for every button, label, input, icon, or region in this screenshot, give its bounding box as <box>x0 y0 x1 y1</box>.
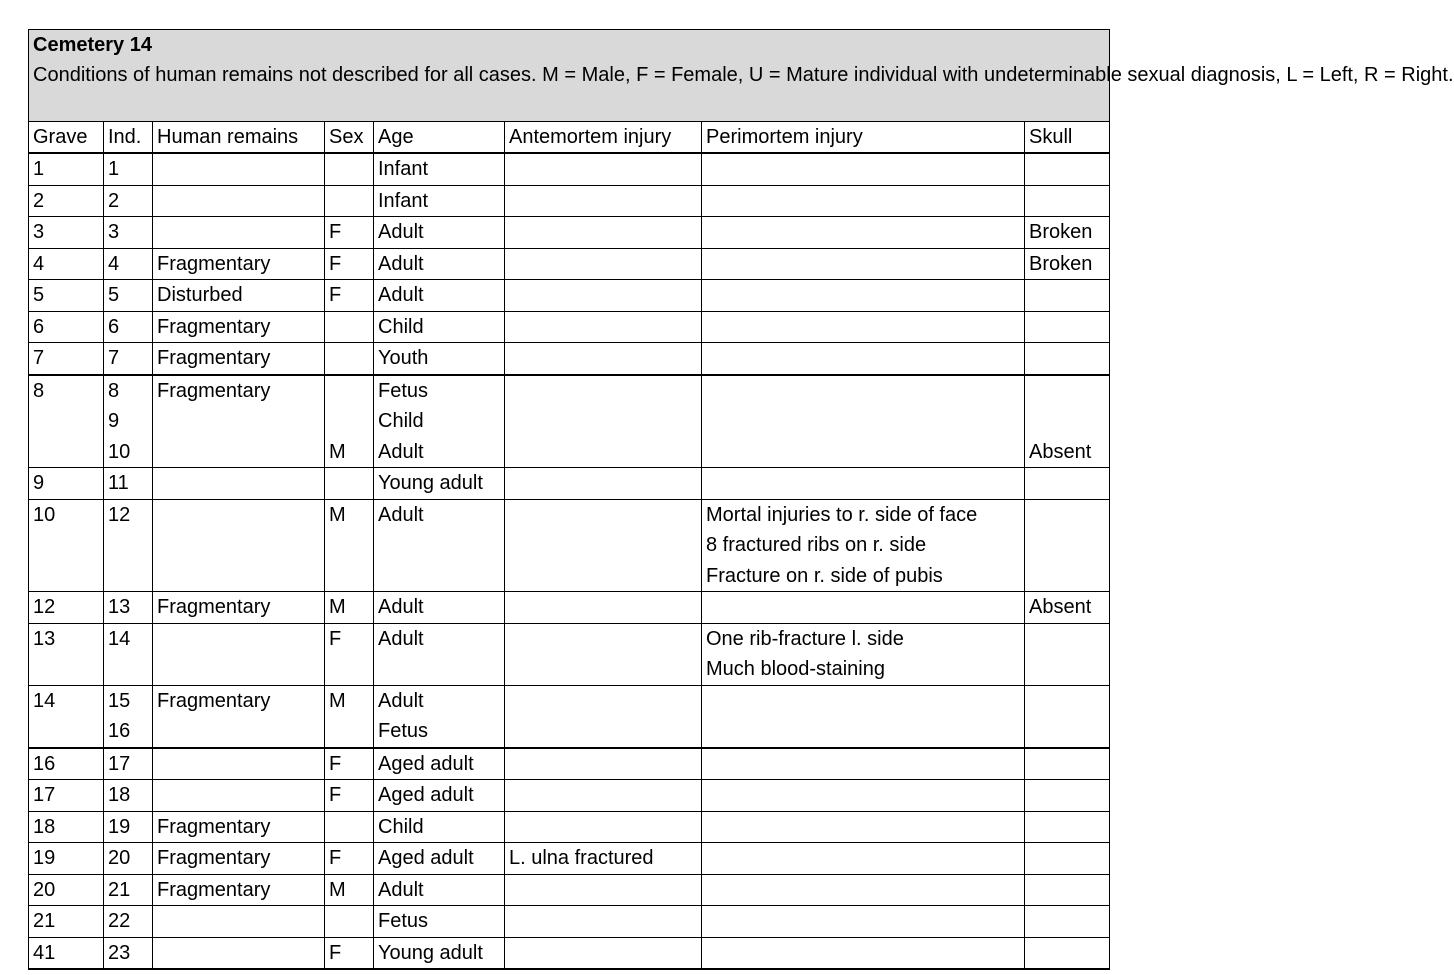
cell-antemortem-injury <box>505 499 702 530</box>
cell-skull <box>1025 874 1110 906</box>
cell-perimortem-injury <box>702 217 1025 249</box>
cell-age: Fetus <box>374 716 505 748</box>
cell-perimortem-injury <box>702 185 1025 217</box>
header-individual: Ind. <box>104 122 153 154</box>
header-grave: Grave <box>29 122 104 154</box>
table-row <box>29 811 1110 843</box>
table-row <box>29 530 1110 561</box>
cell-human-remains <box>153 906 325 938</box>
cell-sex: F <box>325 623 374 654</box>
cell-antemortem-injury <box>505 375 702 407</box>
cell-human-remains <box>153 654 325 685</box>
cell-skull <box>1025 748 1110 780</box>
cell-skull <box>1025 780 1110 812</box>
table-row <box>29 592 1110 624</box>
cell-age: Aged adult <box>374 780 505 812</box>
cell-skull: Absent <box>1025 437 1110 468</box>
table-row <box>29 280 1110 312</box>
table-row <box>29 499 1110 530</box>
cell-perimortem-injury <box>702 406 1025 437</box>
cell-grave: 7 <box>29 343 104 375</box>
cell-age <box>374 561 505 592</box>
cell-antemortem-injury <box>505 530 702 561</box>
cell-human-remains <box>153 406 325 437</box>
cell-individual <box>104 530 153 561</box>
cell-sex: M <box>325 592 374 624</box>
cell-grave <box>29 561 104 592</box>
cell-individual: 2 <box>104 185 153 217</box>
cell-human-remains: Fragmentary <box>153 843 325 875</box>
cell-human-remains <box>153 561 325 592</box>
cell-individual: 15 <box>104 685 153 716</box>
cell-individual: 18 <box>104 780 153 812</box>
cell-individual: 11 <box>104 468 153 500</box>
cell-individual: 6 <box>104 311 153 343</box>
table-description-row <box>29 60 1110 122</box>
cell-skull <box>1025 811 1110 843</box>
cell-antemortem-injury <box>505 217 702 249</box>
cell-age: Aged adult <box>374 748 505 780</box>
cell-grave <box>29 654 104 685</box>
cell-human-remains <box>153 780 325 812</box>
cemetery-table <box>28 29 1454 970</box>
table-description: Conditions of human remains not described for all cases. M = Male, F = Female, U = Mature individual with undeterminable sexual diagnosis, L = Left, R = Right. <box>29 60 1110 122</box>
cell-age: Young adult <box>374 937 505 969</box>
cell-perimortem-injury <box>702 906 1025 938</box>
cell-grave: 9 <box>29 468 104 500</box>
cell-grave: 12 <box>29 592 104 624</box>
cell-individual: 17 <box>104 748 153 780</box>
cell-perimortem-injury <box>702 780 1025 812</box>
table-row <box>29 654 1110 685</box>
cell-skull <box>1025 375 1110 407</box>
cell-human-remains: Fragmentary <box>153 592 325 624</box>
cell-human-remains: Fragmentary <box>153 811 325 843</box>
cell-perimortem-injury <box>702 937 1025 969</box>
cell-sex: F <box>325 937 374 969</box>
cell-perimortem-injury <box>702 280 1025 312</box>
table-row <box>29 937 1110 969</box>
cell-grave: 1 <box>29 153 104 185</box>
cell-antemortem-injury <box>505 437 702 468</box>
cell-individual: 1 <box>104 153 153 185</box>
grave-group <box>29 592 1110 624</box>
table-row <box>29 375 1110 407</box>
cell-individual: 16 <box>104 716 153 748</box>
grave-group <box>29 311 1110 343</box>
cell-antemortem-injury <box>505 185 702 217</box>
grave-group <box>29 748 1110 780</box>
cell-skull <box>1025 499 1110 530</box>
cell-antemortem-injury <box>505 748 702 780</box>
cell-grave <box>29 716 104 748</box>
cell-grave: 41 <box>29 937 104 969</box>
cell-skull <box>1025 311 1110 343</box>
cell-sex <box>325 185 374 217</box>
cell-human-remains <box>153 153 325 185</box>
cell-individual: 10 <box>104 437 153 468</box>
cell-human-remains <box>153 937 325 969</box>
cell-grave: 18 <box>29 811 104 843</box>
cell-individual: 4 <box>104 248 153 280</box>
cell-age: Child <box>374 811 505 843</box>
table-row <box>29 468 1110 500</box>
grave-group <box>29 185 1110 217</box>
cell-individual: 5 <box>104 280 153 312</box>
cell-sex <box>325 343 374 375</box>
cell-antemortem-injury <box>505 654 702 685</box>
cell-sex <box>325 561 374 592</box>
cell-grave: 2 <box>29 185 104 217</box>
cell-sex <box>325 654 374 685</box>
cell-human-remains: Fragmentary <box>153 685 325 716</box>
cell-grave: 17 <box>29 780 104 812</box>
cell-antemortem-injury <box>505 874 702 906</box>
table-title-row <box>29 30 1110 61</box>
cell-perimortem-injury <box>702 716 1025 748</box>
cell-age: Adult <box>374 874 505 906</box>
cell-age: Adult <box>374 248 505 280</box>
cell-individual: 19 <box>104 811 153 843</box>
cell-age: Infant <box>374 185 505 217</box>
cell-skull <box>1025 937 1110 969</box>
grave-group <box>29 623 1110 685</box>
table-row <box>29 685 1110 716</box>
grave-group <box>29 343 1110 375</box>
cell-sex <box>325 375 374 407</box>
cell-human-remains <box>153 185 325 217</box>
grave-group <box>29 499 1110 592</box>
table-row <box>29 780 1110 812</box>
cell-age: Fetus <box>374 906 505 938</box>
table-row <box>29 248 1110 280</box>
cell-human-remains <box>153 468 325 500</box>
cell-individual: 8 <box>104 375 153 407</box>
cell-sex <box>325 716 374 748</box>
cell-antemortem-injury <box>505 406 702 437</box>
cell-skull <box>1025 530 1110 561</box>
cell-grave: 5 <box>29 280 104 312</box>
cell-human-remains <box>153 437 325 468</box>
cell-individual: 12 <box>104 499 153 530</box>
cell-age <box>374 530 505 561</box>
grave-group <box>29 937 1110 969</box>
cell-perimortem-injury: One rib-fracture l. side <box>702 623 1025 654</box>
cell-sex <box>325 406 374 437</box>
cell-individual: 7 <box>104 343 153 375</box>
cell-grave: 8 <box>29 375 104 407</box>
cell-sex: F <box>325 217 374 249</box>
cell-perimortem-injury <box>702 874 1025 906</box>
cell-sex <box>325 468 374 500</box>
cell-antemortem-injury <box>505 561 702 592</box>
cell-antemortem-injury <box>505 592 702 624</box>
cell-antemortem-injury <box>505 780 702 812</box>
cell-age: Adult <box>374 592 505 624</box>
table-row <box>29 623 1110 654</box>
header-skull: Skull <box>1025 122 1110 154</box>
cell-human-remains <box>153 716 325 748</box>
table-row <box>29 343 1110 375</box>
cell-age: Child <box>374 311 505 343</box>
cell-skull <box>1025 343 1110 375</box>
cell-individual: 21 <box>104 874 153 906</box>
cell-grave: 21 <box>29 906 104 938</box>
cell-perimortem-injury <box>702 685 1025 716</box>
cell-antemortem-injury <box>505 716 702 748</box>
cell-antemortem-injury <box>505 468 702 500</box>
cell-sex <box>325 153 374 185</box>
cell-skull: Broken <box>1025 217 1110 249</box>
table-row <box>29 906 1110 938</box>
cell-sex: M <box>325 437 374 468</box>
cell-skull <box>1025 185 1110 217</box>
cell-skull <box>1025 623 1110 654</box>
cell-antemortem-injury <box>505 248 702 280</box>
cell-antemortem-injury <box>505 343 702 375</box>
cell-age: Adult <box>374 437 505 468</box>
cell-sex <box>325 811 374 843</box>
cell-grave <box>29 406 104 437</box>
cell-sex: M <box>325 499 374 530</box>
cell-individual: 20 <box>104 843 153 875</box>
grave-group <box>29 685 1110 748</box>
cell-individual <box>104 561 153 592</box>
cell-grave: 13 <box>29 623 104 654</box>
cell-individual: 3 <box>104 217 153 249</box>
cell-individual: 23 <box>104 937 153 969</box>
grave-group <box>29 153 1110 185</box>
grave-group <box>29 843 1110 875</box>
grave-group <box>29 375 1110 468</box>
cell-perimortem-injury <box>702 748 1025 780</box>
cell-human-remains <box>153 217 325 249</box>
cell-age: Aged adult <box>374 843 505 875</box>
cell-skull: Absent <box>1025 592 1110 624</box>
cell-perimortem-injury <box>702 843 1025 875</box>
table-title: Cemetery 14 <box>29 30 1110 61</box>
table-row <box>29 153 1110 185</box>
column-header-row <box>29 122 1110 154</box>
cell-age <box>374 654 505 685</box>
grave-group <box>29 217 1110 249</box>
cell-perimortem-injury: Fracture on r. side of pubis <box>702 561 1025 592</box>
grave-group <box>29 248 1110 280</box>
cell-sex: F <box>325 780 374 812</box>
cell-age: Youth <box>374 343 505 375</box>
grave-group <box>29 906 1110 938</box>
cell-age: Fetus <box>374 375 505 407</box>
cell-sex: M <box>325 874 374 906</box>
cell-antemortem-injury <box>505 937 702 969</box>
cell-sex: M <box>325 685 374 716</box>
cell-perimortem-injury <box>702 375 1025 407</box>
cell-human-remains <box>153 623 325 654</box>
cell-individual: 14 <box>104 623 153 654</box>
cell-grave <box>29 530 104 561</box>
cell-perimortem-injury: Much blood-staining <box>702 654 1025 685</box>
cell-perimortem-injury <box>702 153 1025 185</box>
cell-individual <box>104 654 153 685</box>
cell-antemortem-injury <box>505 311 702 343</box>
table-row <box>29 561 1110 592</box>
header-age: Age <box>374 122 505 154</box>
cell-age: Young adult <box>374 468 505 500</box>
cell-perimortem-injury <box>702 343 1025 375</box>
cell-age: Adult <box>374 217 505 249</box>
grave-group <box>29 811 1110 843</box>
cell-antemortem-injury <box>505 280 702 312</box>
cell-sex: F <box>325 748 374 780</box>
cell-sex: F <box>325 248 374 280</box>
cell-skull <box>1025 906 1110 938</box>
cell-human-remains: Fragmentary <box>153 375 325 407</box>
table-row <box>29 406 1110 437</box>
grave-group <box>29 780 1110 812</box>
cell-age: Infant <box>374 153 505 185</box>
header-antemortem-injury: Antemortem injury <box>505 122 702 154</box>
cell-human-remains: Fragmentary <box>153 248 325 280</box>
cell-sex <box>325 530 374 561</box>
cell-antemortem-injury <box>505 623 702 654</box>
table-row <box>29 748 1110 780</box>
cell-perimortem-injury <box>702 311 1025 343</box>
table-row <box>29 217 1110 249</box>
cell-antemortem-injury: L. ulna fractured <box>505 843 702 875</box>
header-human-remains: Human remains <box>153 122 325 154</box>
cell-antemortem-injury <box>505 685 702 716</box>
cell-grave <box>29 437 104 468</box>
cell-skull <box>1025 153 1110 185</box>
cell-human-remains: Fragmentary <box>153 311 325 343</box>
cell-grave: 14 <box>29 685 104 716</box>
grave-group <box>29 874 1110 906</box>
cell-skull <box>1025 716 1110 748</box>
cell-grave: 19 <box>29 843 104 875</box>
cell-sex <box>325 906 374 938</box>
cell-antemortem-injury <box>505 906 702 938</box>
table-row <box>29 185 1110 217</box>
cell-grave: 6 <box>29 311 104 343</box>
cell-grave: 4 <box>29 248 104 280</box>
cell-individual: 22 <box>104 906 153 938</box>
grave-group <box>29 468 1110 500</box>
cell-age: Adult <box>374 280 505 312</box>
cell-individual: 13 <box>104 592 153 624</box>
cell-age: Adult <box>374 623 505 654</box>
table-row <box>29 843 1110 875</box>
cell-human-remains <box>153 748 325 780</box>
cell-perimortem-injury <box>702 592 1025 624</box>
cell-skull <box>1025 685 1110 716</box>
cell-skull: Broken <box>1025 248 1110 280</box>
cell-perimortem-injury <box>702 468 1025 500</box>
cell-human-remains: Disturbed <box>153 280 325 312</box>
cell-human-remains <box>153 499 325 530</box>
cell-sex: F <box>325 843 374 875</box>
cell-individual: 9 <box>104 406 153 437</box>
cell-perimortem-injury <box>702 248 1025 280</box>
cell-grave: 16 <box>29 748 104 780</box>
cell-perimortem-injury <box>702 811 1025 843</box>
cell-grave: 20 <box>29 874 104 906</box>
cell-grave: 3 <box>29 217 104 249</box>
cell-age: Child <box>374 406 505 437</box>
cell-skull <box>1025 654 1110 685</box>
cell-human-remains: Fragmentary <box>153 874 325 906</box>
grave-group <box>29 280 1110 312</box>
cell-grave: 10 <box>29 499 104 530</box>
cell-skull <box>1025 406 1110 437</box>
cell-perimortem-injury: Mortal injuries to r. side of face <box>702 499 1025 530</box>
cell-skull <box>1025 280 1110 312</box>
table-row <box>29 716 1110 748</box>
header-sex: Sex <box>325 122 374 154</box>
cell-sex <box>325 311 374 343</box>
cell-age: Adult <box>374 499 505 530</box>
table-row <box>29 874 1110 906</box>
cell-human-remains: Fragmentary <box>153 343 325 375</box>
cell-skull <box>1025 468 1110 500</box>
cell-antemortem-injury <box>505 811 702 843</box>
cell-skull <box>1025 843 1110 875</box>
header-perimortem-injury: Perimortem injury <box>702 122 1025 154</box>
cell-skull <box>1025 561 1110 592</box>
cell-sex: F <box>325 280 374 312</box>
cell-age: Adult <box>374 685 505 716</box>
cell-human-remains <box>153 530 325 561</box>
table-row <box>29 311 1110 343</box>
cell-perimortem-injury: 8 fractured ribs on r. side <box>702 530 1025 561</box>
cell-perimortem-injury <box>702 437 1025 468</box>
cell-antemortem-injury <box>505 153 702 185</box>
table-row <box>29 437 1110 468</box>
